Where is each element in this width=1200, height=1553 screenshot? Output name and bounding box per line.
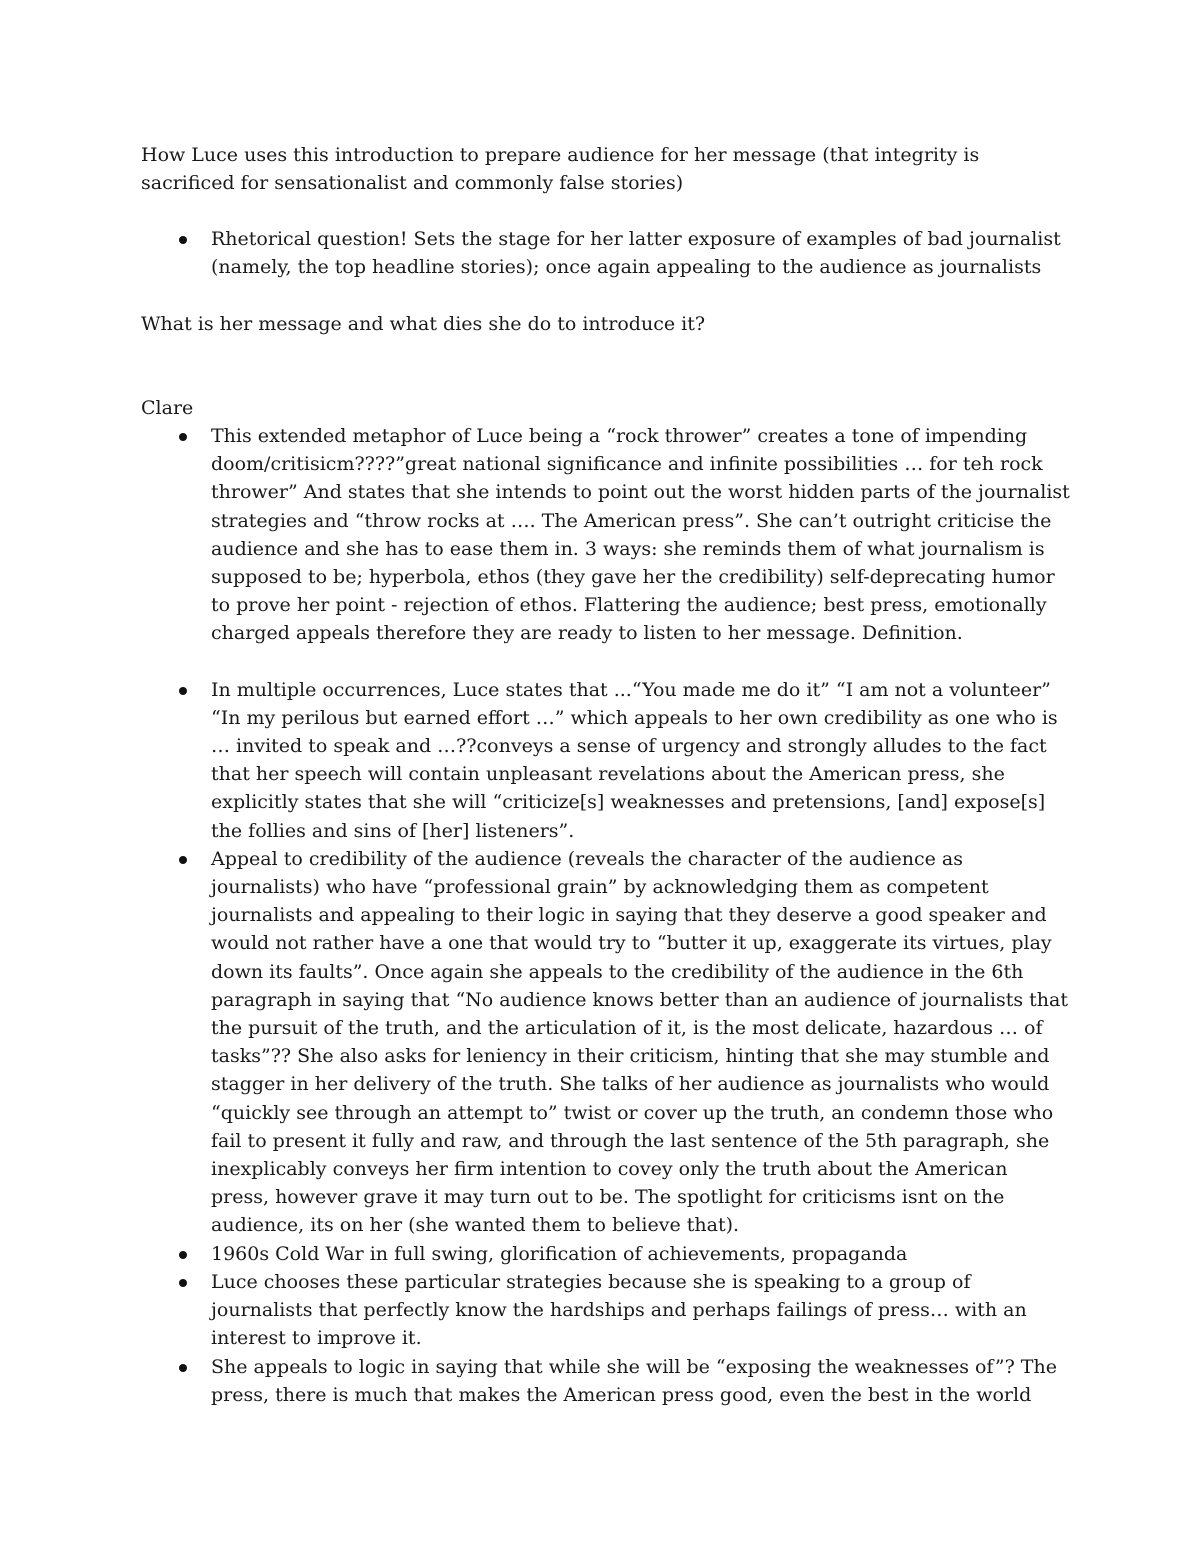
list-item	[141, 845, 1071, 1240]
list-item	[141, 422, 1071, 648]
list-item	[141, 1268, 1071, 1353]
list-item-text: She appeals to logic in saying that while she will be “exposing the weaknesses of”? The press, there is much that makes the American press good, even the best in the world	[211, 1355, 1057, 1406]
intro-heading: How Luce uses this introduction to prepare audience for her message (that integrity is sacrificed for sensationalist and commonly false stories)	[141, 144, 980, 195]
list-item-text: In multiple occurrences, Luce states that ...“You made me do it” “I am not a volunteer” “In my perilous but earned effort …” which appeals to her own credibility as one who is … invited to speak and …??conveys a sense of urgency and strongly alludes to the fact that her speech will contain unpleasant revelations about the American press, she explicitly states that she will “criticize[s] weaknesses and pretensions, [and] expose[s] the follies and sins of [her] listeners”.	[211, 678, 1058, 842]
list-item	[141, 1240, 1071, 1268]
list-item-text: This extended metaphor of Luce being a “rock thrower” creates a tone of impending doom/critisicm????”great national significance and infinite possibilities … for teh rock thrower” And states that she intends to point out the worst hidden parts of the journalist strategies and “throw rocks at …. The American press”. She can’t outright criticise the audience and she has to ease them in. 3 ways: she reminds them of what journalism is supposed to be; hyperbola, ethos (they gave her the credibility) self-deprecating humor to prove her point - rejection of ethos. Flattering the audience; best press, emotionally charged appeals therefore they are ready to listen to her message. Definition.	[211, 425, 1070, 645]
list-item-text: Luce chooses these particular strategies because she is speaking to a group of journalists that perfectly know the hardships and perhaps failings of press… with an interest to improve it.	[211, 1270, 1027, 1350]
list-item-text: Appeal to credibility of the audience (reveals the character of the audience as journalists) who have “professional grain” by acknowledging them as competent journalists and appealing to their logic in saying that they deserve a good speaker and would not rather have a one that would try to “butter it up, exaggerate its virtues, play down its faults”. Once again she appeals to the credibility of the audience in the 6th paragraph in saying that “No audience knows better than an audience of journalists that the pursuit of the truth, and the articulation of it, is the most delicate, hazardous … of tasks”?? She also asks for leniency in their criticism, hinting that she may stumble and stagger in her delivery of the truth. She talks of her audience as journalists who would “quickly see through an attempt to” twist or cover up the truth, an condemn those who fail to present it fully and raw, and through the last sentence of the 5th paragraph, she inexplicably conveys her firm intention to covey only the truth about the American press, however grave it may turn out to be. The spotlight for criticisms isnt on the audience, its on her (she wanted them to believe that).	[211, 847, 1068, 1237]
bullet-icon	[179, 856, 187, 864]
bullet-icon	[179, 687, 187, 695]
bullet-icon	[179, 433, 187, 441]
list-item	[141, 676, 1071, 845]
question-line: What is her message and what dies she do to introduce it?	[141, 313, 706, 335]
bullet-icon	[179, 1251, 187, 1259]
list-item	[141, 225, 1071, 281]
list-item-text: 1960s Cold War in full swing, glorification of achievements, propaganda	[211, 1242, 908, 1265]
list-item	[141, 1353, 1071, 1409]
bullet-icon	[179, 1364, 187, 1372]
list-item-text: Rhetorical question! Sets the stage for her latter exposure of examples of bad journalist (namely, the top headline stories); once again appealing to the audience as journalists	[211, 228, 1061, 279]
bullet-icon	[179, 1279, 187, 1287]
bullet-icon	[179, 236, 187, 244]
intro-bullet-list	[141, 225, 1071, 281]
clare-bullet-list	[141, 422, 1071, 1409]
section-label-clare: Clare	[141, 397, 194, 419]
